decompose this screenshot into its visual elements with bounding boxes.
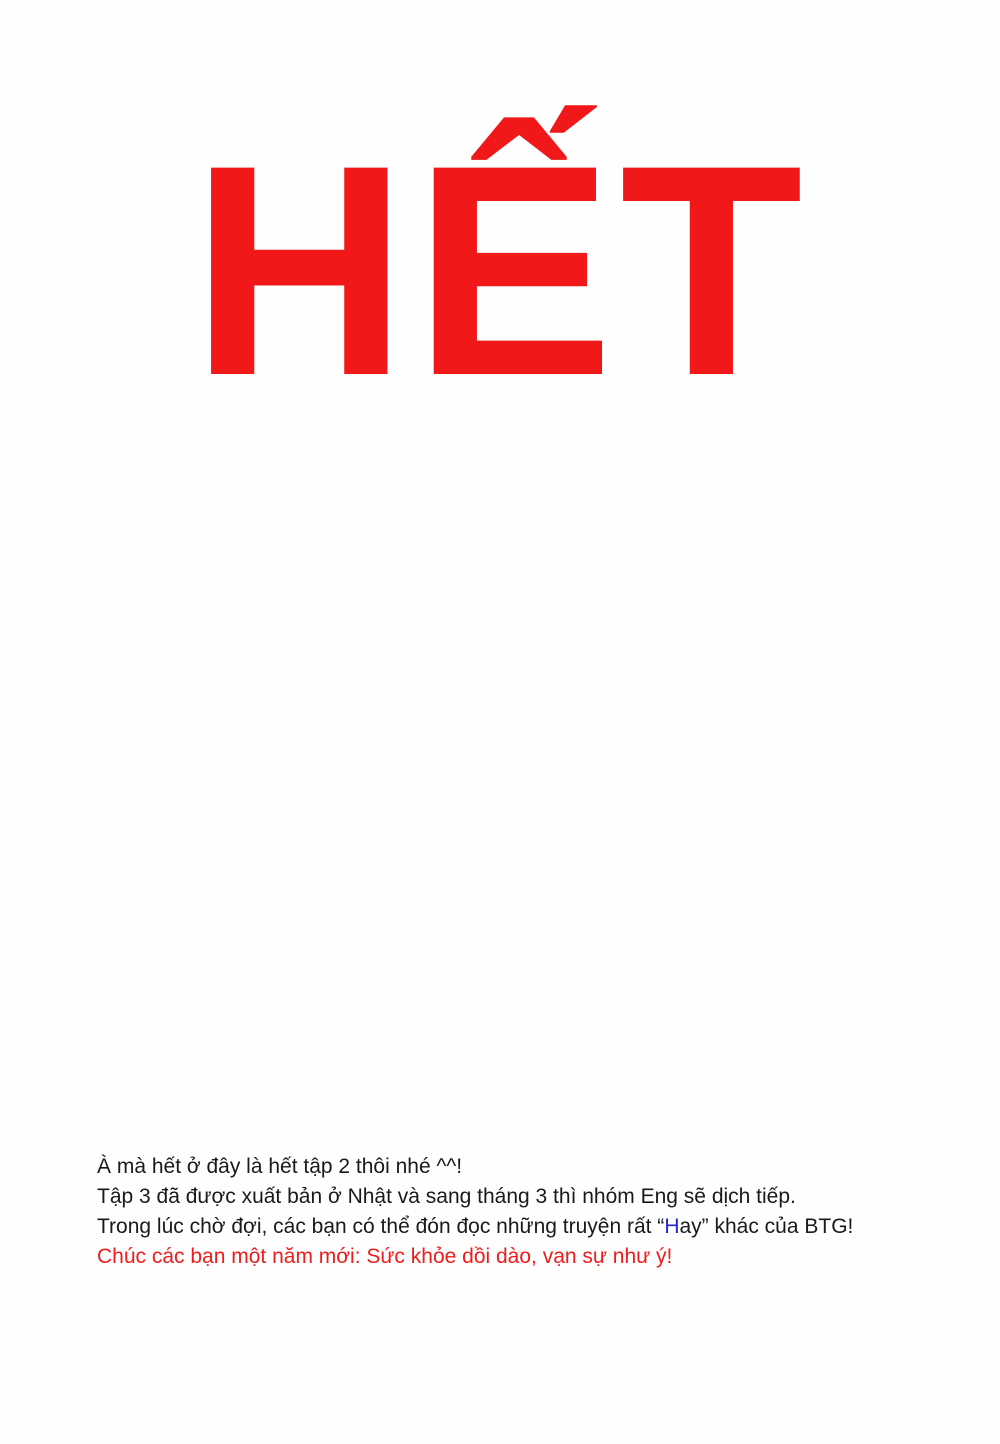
- note-line-3-highlight: H: [664, 1215, 680, 1238]
- end-title: HẾT: [191, 102, 809, 438]
- note-line-2: Tập 3 đã được xuất bản ở Nhật và sang tháng 3 thì nhóm Eng sẽ dịch tiếp.: [97, 1185, 796, 1208]
- note-line-3-text-before: Trong lúc chờ đợi, các bạn có thể đón đọc những truyện rất “: [97, 1215, 665, 1238]
- note-line-3: [97, 1212, 957, 1242]
- translator-notes: [97, 1152, 957, 1272]
- note-line-1: À mà hết ở đây là hết tập 2 thôi nhé ^^!: [97, 1155, 463, 1178]
- note-line-3-text-after: ay” khác của BTG!: [679, 1215, 854, 1238]
- note-line-4-greeting: Chúc các bạn một năm mới: Sức khỏe dồi dào, vạn sự như ý!: [97, 1245, 673, 1268]
